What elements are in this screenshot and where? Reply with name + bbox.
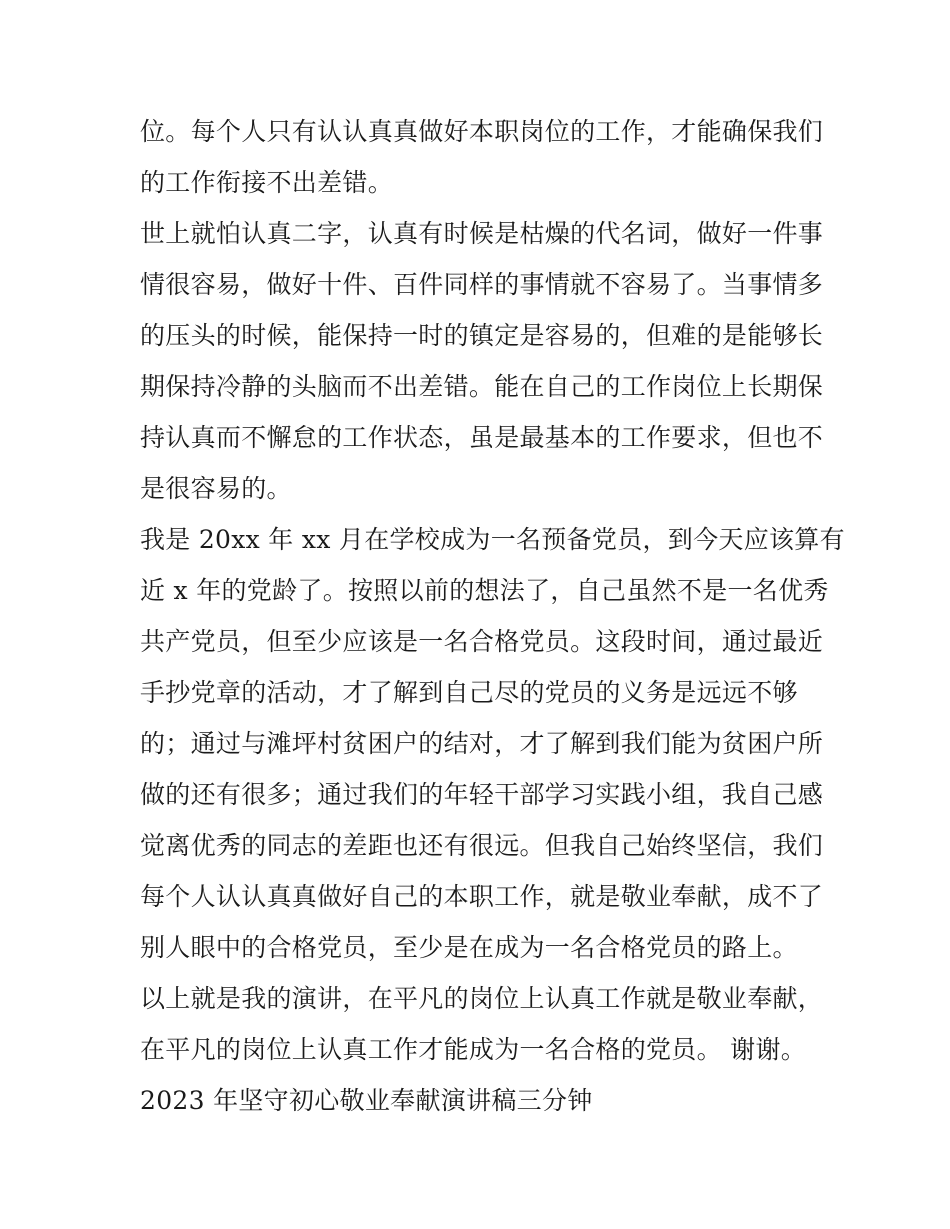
text-line: 觉离优秀的同志的差距也还有很远。但我自己始终坚信，我们: [140, 831, 824, 860]
text-line: 持认真而不懈怠的工作状态，虽是最基本的工作要求，但也不: [140, 423, 824, 452]
text-line: 的压头的时候，能保持一时的镇定是容易的，但难的是能够长: [140, 321, 824, 350]
text-line: 做的还有很多；通过我们的年轻干部学习实践小组，我自己感: [140, 780, 824, 809]
document-body: [140, 106, 845, 1126]
text-line: 期保持冷静的头脑而不出差错。能在自己的工作岗位上长期保: [140, 372, 824, 401]
text-line: 共产党员，但至少应该是一名合格党员。这段时间，通过最近: [140, 627, 824, 656]
text-line: 以上就是我的演讲，在平凡的岗位上认真工作就是敬业奉献，: [140, 984, 824, 1013]
text-line: 每个人认认真真做好自己的本职工作，就是敬业奉献，成不了: [140, 882, 824, 911]
text-line: 的；通过与滩坪村贫困户的结对，才了解到我们能为贫困户所: [140, 729, 824, 758]
text-line: 我是 20xx 年 xx 月在学校成为一名预备党员，到今天应该算有: [140, 525, 845, 554]
text-line: 世上就怕认真二字，认真有时候是枯燥的代名词，做好一件事: [140, 219, 824, 248]
text-line: 情很容易，做好十件、百件同样的事情就不容易了。当事情多: [140, 270, 824, 299]
text-line: 的工作衔接不出差错。: [140, 168, 394, 197]
text-line: 位。每个人只有认认真真做好本职岗位的工作，才能确保我们: [140, 117, 824, 146]
text-line: 手抄党章的活动，才了解到自己尽的党员的义务是远远不够: [140, 678, 798, 707]
text-line: 在平凡的岗位上认真工作才能成为一名合格的党员。 谢谢。: [140, 1035, 807, 1064]
section-heading: 2023 年坚守初心敬业奉献演讲稿三分钟: [140, 1086, 593, 1115]
text-line: 近 x 年的党龄了。按照以前的想法了，自己虽然不是一名优秀: [140, 576, 829, 605]
text-line: 是很容易的。: [140, 474, 292, 503]
text-line: 别人眼中的合格党员，至少是在成为一名合格党员的路上。: [140, 933, 798, 962]
